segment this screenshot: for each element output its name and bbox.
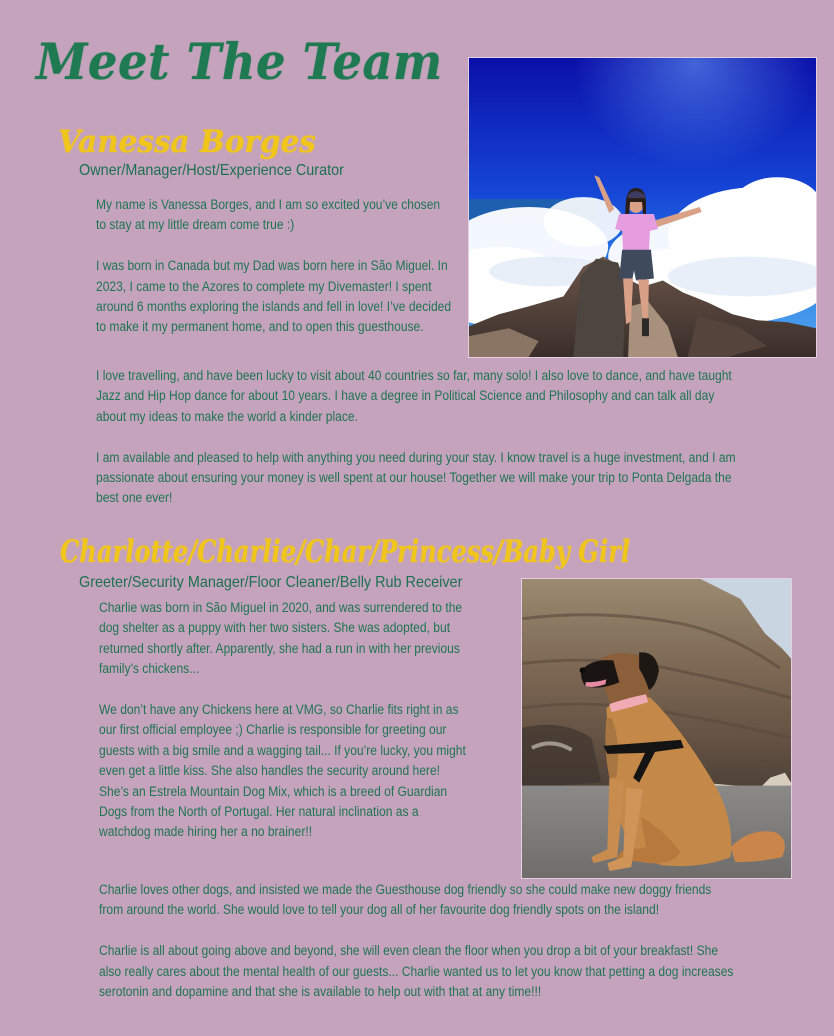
member-bio-intro [96, 195, 452, 338]
member-bio-more [99, 880, 734, 1002]
bio-paragraph: My name is Vanessa Borges, and I am so excited you’ve chosen to stay at my little dream come true :) [96, 197, 441, 233]
bio-paragraph: Charlie loves other dogs, and insisted we made the Guesthouse dog friendly so she could make new doggy friends from around the world. She would love to tell your dog all of her favourite dog friendly spots on the island! [99, 882, 712, 918]
member-role: Owner/Manager/Host/Experience Curator [79, 162, 344, 179]
bio-paragraph: Charlie is all about going above and beyond, she will even clean the floor when you drop a bit of your breakfast! She also really cares about the mental health of our guests... Charlie wanted us to let you know that petting a dog increases serotonin and dopamine and that she is available to help out with that at any time!!! [99, 943, 734, 1000]
bio-paragraph: I was born in Canada but my Dad was born here in São Miguel. In 2023, I came to the Azores to complete my Divemaster! I spent around 6 months exploring the islands and fell in love! I’ve decided to make it my permanent home, and to open this guesthouse. [96, 258, 452, 335]
member-photo-charlie [521, 578, 792, 879]
bio-paragraph: Charlie was born in São Miguel in 2020, and was surrendered to the dog shelter as a puppy with her two sisters. She was adopted, but returned shortly after. Apparently, she had a run in with her previous family’s chickens... [99, 600, 463, 677]
photo-woman-on-mountain-summit-icon [469, 58, 816, 357]
member-name: Charlotte/Charlie/Char/Princess/Baby Girl [60, 534, 631, 570]
bio-paragraph: I am available and pleased to help with anything you need during your stay. I know travel is a huge investment, and I am passionate about ensuring your money is well spent at our house! Together we will make your trip to Ponta Delgada the best one ever! [96, 449, 736, 506]
bio-paragraph: We don’t have any Chickens here at VMG, so Charlie fits right in as our first official employee ;) Charlie is responsible for greeting our guests with a big smile and a wagging tail... If you’re lucky, you might even get a little kiss. She also handles the security around here! She’s an Estrela Mountain Dog Mix, which is a breed of Guardian Dogs from the North of Portugal. Her natural inclination as a watchdog made hiring her a no brainer!! [99, 702, 466, 840]
page-title: Meet The Team [36, 32, 443, 91]
member-bio-more [96, 366, 737, 509]
member-role: Greeter/Security Manager/Floor Cleaner/Belly Rub Receiver [79, 574, 463, 591]
bio-paragraph: I love travelling, and have been lucky to visit about 40 countries so far, many solo! I also love to dance, and have taught Jazz and Hip Hop dance for about 10 years. I have a degree in Political Science and Philosophy and can talk all day about my ideas to make the world a kinder place. [96, 368, 732, 424]
member-name: Vanessa Borges [58, 124, 316, 160]
member-bio-intro [99, 598, 473, 843]
member-photo-vanessa [468, 57, 817, 358]
photo-dog-on-beach-icon [522, 579, 791, 878]
